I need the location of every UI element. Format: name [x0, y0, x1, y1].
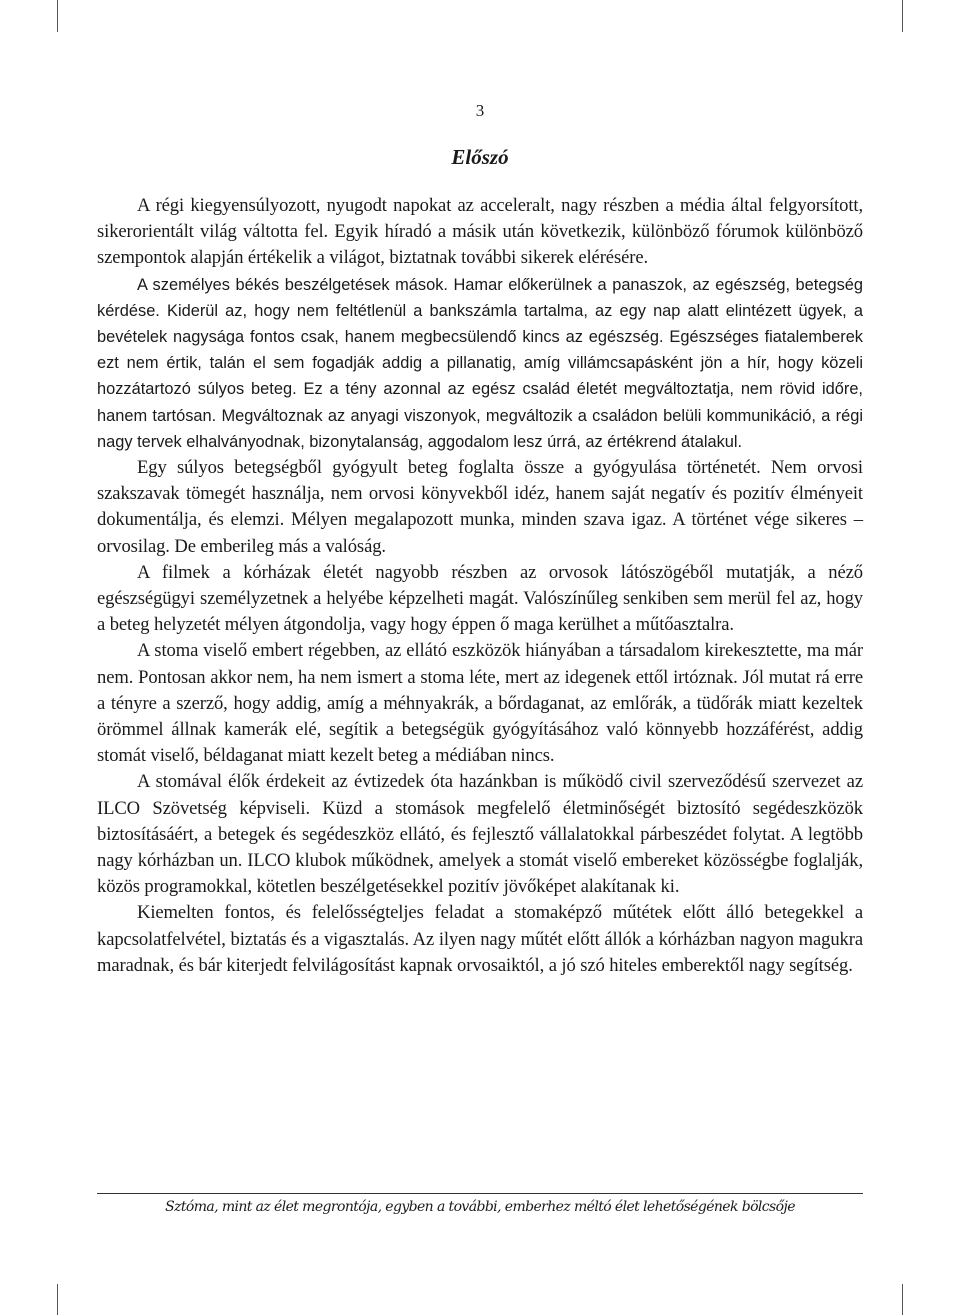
page-title: Előszó	[451, 145, 509, 169]
paragraph: Egy súlyos betegségből gyógyult beteg foglalta össze a gyógyulása történetét. Nem orvosi szakszavak tömegét használja, nem orvosi könyvekből idéz, hanem saját negatív és pozitív élményeit dokumentálja, és elemzi. Mélyen megalapozott munka, minden szava igaz. A történet vége sikeres – orvosilag. De emberileg más a valóság.	[97, 457, 863, 557]
paragraph: A filmek a kórházak életét nagyobb részben az orvosok látószögéből mutatják, a néző egészségügyi személyzetnek a helyébe képzelheti magát. Valószínűleg senkiben sem merül fel az, hogy a beteg helyzetét mélyen átgondolja, vagy hogy éppen ő maga kerülhet a műtőasztalra.	[97, 561, 863, 636]
paragraph: A személyes békés beszélgetések mások. Hamar előkerülnek a panaszok, az egészség, betegség kérdése. Kiderül az, hogy nem feltétlenül a bankszámla tartalma, az egy nap alatt elintézett ügyek, a bevételek nagysága fontos csak, hanem megbecsülendő kincs az egészség. Egészséges fiatalemberek ezt nem értik, talán el sem fogadják addig a pillanatig, amíg villámcsapásként jön a hír, hogy közeli hozzátartozó súlyos beteg. Ez a tény azonnal az egész család életét megváltoztatja, nem rövid időre, hanem tartósan. Megváltoznak az anyagi viszonyok, megváltozik a családon belüli kommunikáció, a régi nagy tervek elhalványodnak, bizonytalanság, aggodalom lesz úrrá, az értékrend átalakul.	[97, 275, 863, 451]
paragraph: A stomával élők érdekeit az évtizedek óta hazánkban is működő civil szerveződésű szervezet az ILCO Szövetség képviseli. Küzd a stomások megfelelő életminőségét biztosító segédeszközök biztosításáért, a betegek és segédeszköz ellátó, és fejlesztő vállalatokkal párbeszédet folytat. A legtöbb nagy kórházban un. ILCO klubok működnek, amelyek a stomát viselő embereket közösségbe foglalják, közös programokkal, kötetlen beszélgetésekkel pozitív jövőképet alakítanak ki.	[97, 771, 863, 898]
crop-mark-top-right	[902, 0, 903, 32]
paragraph: A stoma viselő embert régebben, az ellátó eszközök hiányában a társadalom kirekesztette, ma már nem. Pontosan akkor nem, ha nem ismert a stoma léte, mert az idegenek ettől irtóznak. Jól mutat rá erre a tényre a szerző, hogy addig, amíg a méhnyakrák, a bőrdaganat, az emlőrák, a tüdőrák miatt kezeltek örömmel állnak kamerák elé, segítik a betegségük gyógyításához való könnyebb hozzáférést, addig stomát viselő, béldaganat miatt kezelt beteg a médiában nincs.	[97, 640, 863, 767]
paragraph: Kiemelten fontos, és felelősségteljes feladat a stomaképző műtétek előtt álló betegekkel a kapcsolatfelvétel, biztatás és a vigasztalás. Az ilyen nagy műtét előtt állók a kórházban nagyon magukra maradnak, és bár kiterjedt felvilágosítást kapnak orvosaiktól, a jó szó hiteles emberektől nagy segítség.	[97, 902, 863, 976]
footer-divider	[97, 1193, 863, 1194]
page-number: 3	[475, 101, 485, 120]
crop-mark-top-left	[57, 0, 58, 32]
running-footer: Sztóma, mint az élet megrontója, egyben a további, emberhez méltó élet lehetőségének bölcsője	[165, 1199, 795, 1215]
paragraph: A régi kiegyensúlyozott, nyugodt napokat az acceleralt, nagy részben a média által felgyorsított, sikerorientált világ váltotta fel. Egyik híradó a másik után következik, különböző fórumok különböző szempontok alapján értékelik a világot, biztatnak további sikerek elérésére.	[97, 195, 863, 269]
crop-mark-bottom-left	[57, 1284, 58, 1315]
body-text	[97, 193, 863, 979]
crop-mark-bottom-right	[902, 1284, 903, 1315]
